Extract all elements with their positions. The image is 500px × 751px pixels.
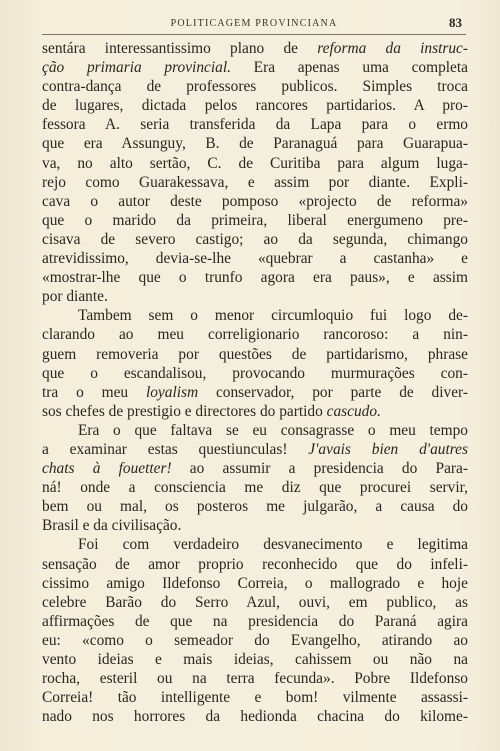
text-line [42, 39, 468, 58]
text-run: conservador, por parte de diver- [198, 383, 468, 401]
text-run: por diante. [42, 288, 108, 306]
text-line [42, 96, 468, 115]
text-run: vento ideias e mais ideias, cahissem ou não na [42, 651, 468, 668]
text-line [42, 58, 468, 77]
text-line [42, 211, 468, 230]
italic-text: reforma da instruc- [317, 40, 469, 57]
text-run: cissimo amigo Ildefonso Correia, o mallogrado e hoje [42, 574, 468, 592]
text-line [42, 650, 468, 669]
text-line [42, 230, 468, 249]
text-run: atrevidissimo, devia-se-lhe «quebrar a castanha» e [42, 250, 468, 268]
text-run: Tambem sem o menor circumloquio fui logo de- [78, 307, 468, 325]
text-run: sensação de amor proprio reconhecido que do infeli- [42, 555, 468, 573]
text-run: rejo como Guarakessava, e assim por diante. Expli- [42, 173, 468, 191]
text-run: nado nos horrores da hedionda chacina do kilome- [42, 708, 468, 726]
text-line [42, 325, 468, 344]
text-line [42, 535, 468, 554]
text-run: affirmações de que na presidencia do Paraná agira [42, 612, 468, 630]
text-line [42, 268, 468, 287]
text-run: ná! onde a consciencia me diz que procurei servir, [42, 479, 468, 497]
text-run: sos chefes de prestigio e directores do partido [42, 402, 327, 420]
italic-text: loyalism [145, 383, 199, 401]
text-run: eu: «como o semeador do Evangelho, atirando ao [42, 631, 468, 649]
body-text [42, 39, 468, 726]
text-run: que o marido da primeira, liberal energumeno pre- [42, 211, 468, 229]
running-header [40, 14, 468, 32]
text-run: tra o meu [42, 383, 146, 401]
text-line [42, 612, 468, 631]
text-run: Brasil e da civilisação. [42, 517, 182, 535]
text-line [42, 249, 468, 268]
running-title: POLITICAGEM PROVINCIANA [170, 18, 338, 29]
text-run: clarando ao meu correligionario rancoroso: a nin- [42, 326, 468, 344]
text-run: cava o autor deste pomposo «projecto de reforma» [42, 192, 468, 210]
text-line [42, 173, 468, 192]
text-line [42, 306, 468, 325]
text-run: sentára interessantissimo plano de [42, 40, 318, 57]
text-line [42, 383, 468, 402]
text-run: que era Assunguy, B. de Paranaguá para Guarapua- [42, 135, 468, 153]
text-line [42, 707, 468, 726]
text-line [42, 497, 468, 516]
text-line [42, 192, 468, 211]
text-line [42, 115, 468, 134]
text-line [42, 669, 468, 688]
text-run: cisava de severo castigo; ao da segunda, chimango [42, 230, 468, 248]
text-line [42, 77, 468, 96]
text-run: rocha, esteril ou na terra fecunda». Pobre Ildefonso [42, 670, 468, 688]
text-line [42, 134, 468, 153]
text-line [42, 154, 468, 173]
text-line [42, 345, 468, 364]
text-run: Era o que faltava se eu consagrasse o meu tempo [78, 421, 468, 439]
text-line [42, 287, 468, 306]
italic-text: chats à fouetter! [42, 460, 172, 478]
text-run: bem ou mal, os posteros me julgarão, a causa do [42, 498, 468, 516]
text-line [42, 478, 468, 497]
text-line [42, 440, 468, 459]
text-run: Era apenas uma completa [230, 59, 469, 77]
italic-text: cascudo. [326, 402, 381, 420]
text-run: va, no alto sertão, C. de Curitiba para algum luga- [42, 154, 468, 172]
text-line [42, 402, 468, 421]
text-run: celebre Barão do Serro Azul, ouvi, em publico, as [42, 593, 468, 611]
text-line [42, 364, 468, 383]
text-line [42, 459, 468, 478]
text-line [42, 688, 468, 707]
text-line [42, 555, 468, 574]
text-run: Foi com verdadeiro desvanecimento e legitima [78, 536, 468, 554]
text-line [42, 593, 468, 612]
text-line [42, 631, 468, 650]
text-line [42, 421, 468, 440]
page-number: 83 [449, 15, 462, 30]
text-run: ao assumir a presidencia do Para- [171, 460, 468, 478]
text-run: «mostrar-lhe que o trunfo agora era paus», e assim [42, 269, 468, 287]
text-run: de lugares, dictada pelos rancores partidarios. A pro- [42, 97, 468, 115]
text-line [42, 574, 468, 593]
italic-text: ção primaria provincial. [42, 59, 231, 77]
header-rule [42, 34, 466, 35]
text-line [42, 516, 468, 535]
italic-text: J'avais bien d'autres [308, 440, 468, 458]
text-run: que o escandalisou, provocando murmurações con- [42, 364, 468, 382]
text-run: contra-dança de professores publicos. Simples troca [42, 78, 468, 96]
text-run: Correia! tão intelligente e bom! vilmente assassi- [42, 689, 468, 707]
text-run: a examinar estas questiunculas! [42, 440, 309, 458]
text-run: fessora A. seria transferida da Lapa para o ermo [42, 116, 468, 134]
text-run: guem removeria por questões de partidarismo, phrase [42, 345, 468, 363]
